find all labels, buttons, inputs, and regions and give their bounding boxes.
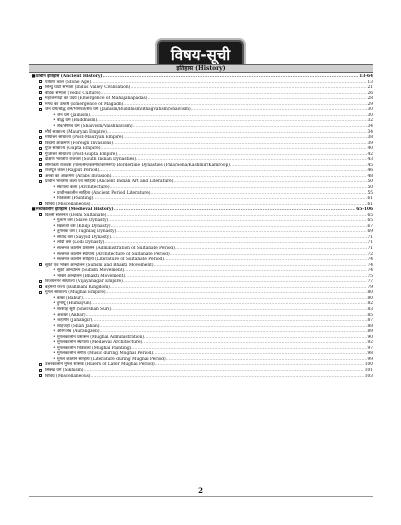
toc-entry-text: प्राचीन इतिहास (Ancient History) xyxy=(36,74,103,80)
toc-entry-page: 28 xyxy=(367,96,373,102)
toc-entry-page: 71 xyxy=(367,234,373,240)
dot-bullet-icon: • xyxy=(53,273,56,279)
bottom-divider xyxy=(29,496,373,497)
toc-entry-page: 34 xyxy=(367,123,373,129)
checkbox-square-icon xyxy=(39,291,42,294)
toc-entry-text: हुमायूँ (Humayun) xyxy=(57,301,92,307)
toc-entry-text: तुगलक वंश (Tughlaq Dynasty) xyxy=(57,229,117,235)
toc-entry-text: सीमावर्ती राजवंश (पाल/सेन/कश्मीर/कामरूप) Borderline Dynasties (Pala/Sena/Kashmir/Kamroop) xyxy=(45,162,230,168)
toc-entry-page: 43 xyxy=(367,157,373,163)
toc-entry-text: राजपूत काल (Rajput Period) xyxy=(45,168,100,174)
toc-entry-text: मुगलकालीन स्थापत्य (Medieval Architecture) xyxy=(57,340,143,346)
toc-entry-text: गुलाम वंश (Slave Dynasty) xyxy=(57,218,109,224)
checkbox-square-icon xyxy=(39,91,42,94)
toc-entry-page: 39 xyxy=(367,140,373,146)
dot-leader xyxy=(90,374,363,380)
toc-entry-text: पाषाण काल (Stone Age) xyxy=(45,79,91,85)
toc-entry-text: अरबों का आक्रमण (Arabs Invasion) xyxy=(45,173,112,179)
toc-entry-page: 67 xyxy=(367,223,373,229)
toc-entry-text: महाजनपदों का उदय (Emergence of Mahajanapadas) xyxy=(45,96,148,102)
toc-entry-text: जहाँगीर (Jahangir) xyxy=(57,318,93,324)
toc-entry-text: मध्यकालीन इतिहास (Medieval History) xyxy=(36,207,114,213)
toc-entry-page: 50 xyxy=(367,184,373,190)
checkbox-square-icon xyxy=(39,169,42,172)
toc-entry-page: 72 xyxy=(367,251,373,257)
toc-entry-page: 99 xyxy=(367,356,373,362)
checkbox-square-icon xyxy=(39,158,42,161)
checkbox-square-icon xyxy=(39,363,42,366)
dot-bullet-icon: • xyxy=(53,312,56,318)
checkbox-square-icon xyxy=(39,97,42,100)
toc-entry-text: सल्तनत कालीन प्रशासन (Administration of Sultanate Period) xyxy=(57,246,175,251)
toc-entry-text: लोदी वंश (Lodi Dynasty) xyxy=(57,240,105,246)
table-of-contents xyxy=(29,74,373,379)
toc-entry-page: 77 xyxy=(367,279,373,285)
toc-entry-page: 90 xyxy=(367,334,373,340)
toc-entry-page: 97 xyxy=(367,345,373,351)
dot-bullet-icon: • xyxy=(53,112,56,118)
toc-entry-page: 50 xyxy=(367,179,373,185)
toc-entry-text: सैय्यद वंश (Sayyid Dynasty) xyxy=(57,234,111,240)
toc-entry-page: 103 xyxy=(364,373,373,379)
toc-entry-page: 32 xyxy=(367,118,373,124)
dot-bullet-icon: • xyxy=(53,240,56,246)
dot-bullet-icon: • xyxy=(53,329,56,335)
toc-entry-page: 40 xyxy=(367,146,373,152)
toc-entry-text: गुप्त साम्राज्य (Gupta Empire) xyxy=(45,146,101,152)
toc-entry-page: 29 xyxy=(367,101,373,107)
toc-entry-text: मगध का उत्कर्ष (Emergence of Magadh) xyxy=(45,101,124,107)
toc-entry-text: बौद्ध धर्म (Buddhism) xyxy=(57,118,98,124)
toc-entry-page: 30 xyxy=(367,112,373,118)
toc-entry-text: विदेशी आक्रमण (Foreign Invasions) xyxy=(45,140,114,146)
toc-entry-label xyxy=(39,374,90,380)
toc-entry-text: गुप्तोत्तर साम्राज्य (Post-Gupta Empire) xyxy=(45,151,117,157)
dot-bullet-icon: • xyxy=(53,295,56,301)
dot-bullet-icon: • xyxy=(53,229,56,235)
toc-entry-page: 21 xyxy=(367,85,373,91)
toc-entry-page: 101 xyxy=(364,368,373,374)
toc-entry-text: खिलजी वंश (Khilji Dynasty) xyxy=(57,223,111,229)
dot-bullet-icon: • xyxy=(53,118,56,124)
toc-entry-page: 74 xyxy=(367,262,373,268)
section-heading: इतिहास (History) xyxy=(29,64,373,73)
checkbox-square-icon xyxy=(39,80,42,83)
toc-entry-text: भक्ति आन्दोलन (Bhakti Movement) xyxy=(57,273,126,279)
toc-entry-text: सल्तनत कालीन साहित्य (Literature of Sultanate Period) xyxy=(57,257,164,263)
toc-entry-page: 69 xyxy=(367,229,373,235)
checkbox-square-icon xyxy=(39,280,42,283)
checkbox-square-icon xyxy=(39,136,42,139)
toc-entry-page: 80 xyxy=(367,290,373,296)
checkbox-square-icon xyxy=(39,147,42,150)
toc-entry-text: मुगलकालीन संगीत (Music during Mughal Period) xyxy=(57,351,154,357)
checkbox-square-icon xyxy=(39,374,42,377)
toc-entry-text: विविध (Miscellaneous) xyxy=(45,373,91,379)
toc-entry-text: मौर्य साम्राज्य (Mauryan Empire) xyxy=(45,129,107,135)
toc-entry-page: 42 xyxy=(367,151,373,157)
toc-entry-page: 65-106 xyxy=(356,207,373,213)
toc-entry-text: मुगल साम्राज्य (Mughal Empire) xyxy=(45,290,106,296)
square-bullet-icon: ■ xyxy=(31,207,36,213)
checkbox-square-icon xyxy=(39,369,42,372)
dot-bullet-icon: • xyxy=(53,301,56,307)
dot-bullet-icon: • xyxy=(53,218,56,224)
dot-bullet-icon: • xyxy=(53,356,56,362)
toc-entry-page: 87 xyxy=(367,318,373,324)
toc-entry-text: जैन धर्म/बौद्ध धर्म/भागवत/शैव धर्म (Jainism/Buddhism/Bhagvatism/Shaivism) xyxy=(45,107,191,113)
toc-entry-page: 79 xyxy=(367,284,373,290)
checkbox-square-icon xyxy=(39,180,42,183)
checkbox-square-icon xyxy=(39,108,42,111)
toc-entry-text: स्थापत्य कला (Architecture) xyxy=(57,184,110,190)
toc-entry-text: उत्तरकालीन मुगल शासक (Rulers of Later Mughal Period) xyxy=(45,362,155,368)
toc-entry-text: अकबर (Akbar) xyxy=(57,312,86,318)
toc-entry-text: बाबर (Babur) xyxy=(57,295,83,301)
toc-entry-page: 30 xyxy=(367,107,373,113)
toc-entry-page: 26 xyxy=(367,90,373,96)
checkbox-square-icon xyxy=(39,86,42,89)
dot-bullet-icon: • xyxy=(53,257,56,263)
toc-entry-text: सिन्धु घाटी सभ्यता (Indus Valley Civilisation) xyxy=(45,85,131,91)
toc-entry-text: बहमनी राज्य (Bahmani Kingdom) xyxy=(45,284,110,290)
toc-entry-page: 13-64 xyxy=(359,74,373,80)
toc-entry-page: 89 xyxy=(367,329,373,335)
toc-entry-page: 82 xyxy=(367,301,373,307)
toc-entry-text: प्राचीन भारतीय कला एवं साहित्य (Ancient Indian Art and Literature) xyxy=(45,179,174,185)
toc-entry-page: 92 xyxy=(367,340,373,346)
dot-bullet-icon: • xyxy=(53,234,56,240)
toc-entry-page: 74 xyxy=(367,257,373,263)
dot-bullet-icon: • xyxy=(53,246,56,251)
checkbox-square-icon xyxy=(39,163,42,166)
dot-bullet-icon: • xyxy=(53,196,56,202)
page-title: विषय-सूची xyxy=(157,40,244,70)
toc-entry-page: 13 xyxy=(367,79,373,85)
toc-entry-text: सूफी आन्दोलन (Sufism Movement) xyxy=(57,268,125,274)
toc-entry-page: 61 xyxy=(367,201,373,207)
toc-entry-text: शेरशाह सूरी (Shershah Suri) xyxy=(57,307,111,313)
toc-entry-page: 88 xyxy=(367,323,373,329)
toc-entry-text: दक्षिण भारतीय राजवंश (South Indian Dynasties) xyxy=(45,157,137,163)
dot-bullet-icon: • xyxy=(53,318,56,324)
toc-entry-page: 98 xyxy=(367,351,373,357)
toc-entry-page: 100 xyxy=(364,362,373,368)
toc-entry-text: विविध (Miscellaneous) xyxy=(45,201,91,207)
dot-bullet-icon: • xyxy=(53,351,56,357)
toc-entry-text: सूफी एवं भक्ति आन्दोलन (Sufism and Bhakti Movement) xyxy=(45,262,154,268)
toc-entry-text: चित्रकला (Painting) xyxy=(57,196,94,202)
dot-bullet-icon: • xyxy=(53,307,56,313)
toc-entry-page: 71 xyxy=(367,246,373,251)
toc-entry-text: औरंगजेब (Aurangzeb) xyxy=(57,329,100,335)
toc-entry-text: जैन धर्म (Jainism) xyxy=(57,112,90,118)
toc-entry-text: मुगल कालीन साहित्य (Literature during Mughal Period) xyxy=(57,356,166,362)
toc-entry-page: 65 xyxy=(367,218,373,224)
toc-entry-text: मुगलकालीन प्रशासन (Mughal Administration) xyxy=(57,334,145,340)
toc-entry-text: शाहजहाँ (Shah Jahan) xyxy=(57,323,100,329)
toc-entry-text: प्राचीनकालीन साहित्य (Ancient Period Literature) xyxy=(57,190,151,196)
checkbox-square-icon xyxy=(39,102,42,105)
toc-entry-page: 83 xyxy=(367,307,373,313)
toc-entry-text: दिल्ली सल्तनत (Delhi Sultanate) xyxy=(45,212,107,218)
dot-bullet-icon: • xyxy=(53,334,56,340)
toc-entry-page: 65 xyxy=(367,212,373,218)
checkbox-square-icon xyxy=(39,141,42,144)
checkbox-square-icon xyxy=(39,263,42,266)
toc-entry-page: 75 xyxy=(367,273,373,279)
checkbox-square-icon xyxy=(39,285,42,288)
toc-entry-text: मुगलकालीन चित्रकला (Mughal Painting) xyxy=(57,345,132,351)
toc-entry-text: वैदिक सभ्यता (Vedic Culture) xyxy=(45,90,101,96)
toc-entry-page: 80 xyxy=(367,295,373,301)
checkbox-square-icon xyxy=(39,130,42,133)
toc-entry-text: सिक्ख धर्म (Sikhism) xyxy=(45,368,84,374)
dot-bullet-icon: • xyxy=(53,340,56,346)
page-number: 2 xyxy=(198,486,203,495)
toc-entry xyxy=(29,374,373,380)
dot-bullet-icon: • xyxy=(53,184,56,190)
dot-bullet-icon: • xyxy=(53,123,56,129)
checkbox-square-icon xyxy=(39,213,42,216)
checkbox-square-icon xyxy=(39,152,42,155)
checkbox-square-icon xyxy=(39,174,42,177)
square-bullet-icon: ■ xyxy=(31,74,36,80)
toc-entry-text: मौर्योत्तर साम्राज्य (Post-Mauryan Empire) xyxy=(45,135,124,141)
dot-bullet-icon: • xyxy=(53,268,56,274)
dot-bullet-icon: • xyxy=(53,251,56,257)
toc-entry-text: सल्तनत कालीन स्थापत्य (Architecture of Sultanate Period) xyxy=(57,251,170,257)
dot-bullet-icon: • xyxy=(53,323,56,329)
dot-bullet-icon: • xyxy=(53,223,56,229)
toc-entry-page: 61 xyxy=(367,196,373,202)
toc-entry-page: 55 xyxy=(367,190,373,196)
toc-entry-page: 48 xyxy=(367,173,373,179)
toc-entry-page: 34 xyxy=(367,129,373,135)
toc-entry-page: 85 xyxy=(367,312,373,318)
toc-entry-text: शैव/वैष्णव धर्म (Shaivism/Vaishnavism) xyxy=(57,123,133,129)
dot-bullet-icon: • xyxy=(53,190,56,196)
checkbox-square-icon xyxy=(39,202,42,205)
toc-entry-page: 71 xyxy=(367,240,373,246)
toc-entry-page: 74 xyxy=(367,268,373,274)
toc-entry-page: 46 xyxy=(367,168,373,174)
dot-bullet-icon: • xyxy=(53,345,56,351)
toc-entry-page: 45 xyxy=(367,162,373,168)
toc-entry-text: विजयनगर साम्राज्य (Vijayanagar Empire) xyxy=(45,279,123,285)
toc-entry-page: 38 xyxy=(367,135,373,141)
